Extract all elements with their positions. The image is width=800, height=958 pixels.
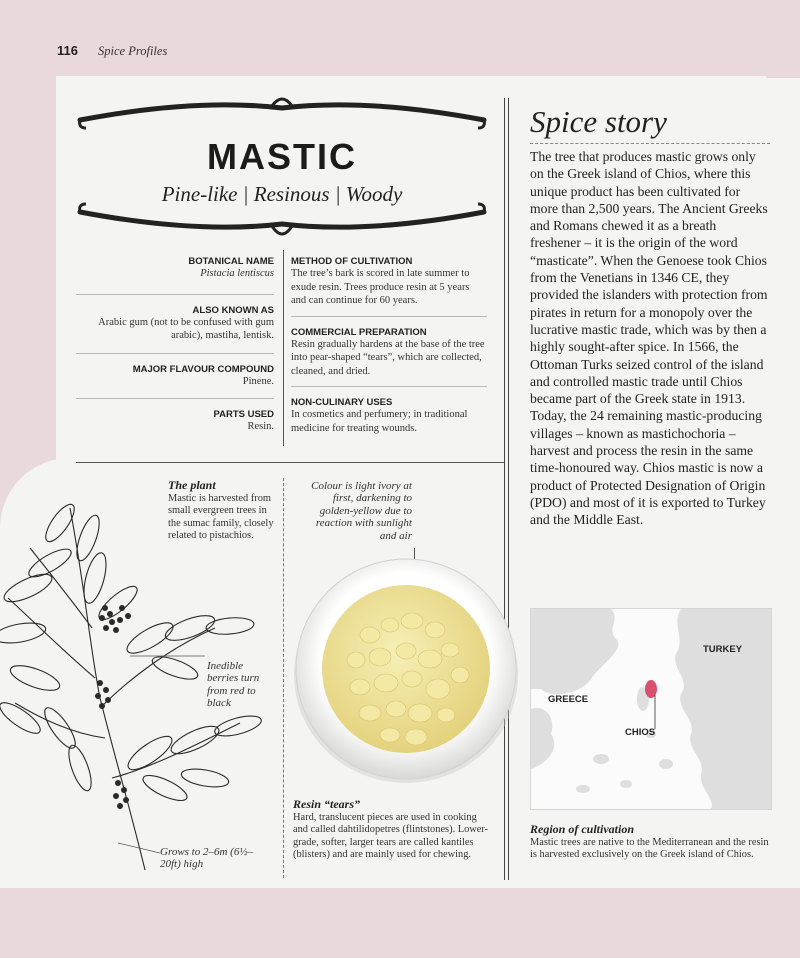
region-caption-title: Region of cultivation: [530, 822, 635, 836]
section-title: Spice Profiles: [98, 44, 168, 58]
region-caption: [530, 822, 770, 862]
fact-divider: [291, 386, 487, 387]
fact-text-flavour-compound: Pinene.: [242, 375, 274, 387]
flavour-tagline: Pine-like | Resinous | Woody: [161, 182, 403, 206]
resin-caption-title: Resin “tears”: [293, 797, 361, 811]
facts-left-column: [76, 256, 274, 434]
fact-label-botanical-name: BOTANICAL NAME: [188, 256, 274, 267]
fact-divider: [76, 294, 274, 295]
facts-bottom-divider: [76, 462, 504, 463]
fact-text-non-culinary: In cosmetics and perfumery; in traditional medicine for treating wounds.: [291, 409, 468, 434]
colour-caption: Colour is light ivory at first, darkening to golden-yellow due to reaction with sunlight and air: [311, 480, 412, 542]
fact-label-cultivation: METHOD OF CULTIVATION: [291, 256, 413, 267]
spice-title: MASTIC: [207, 136, 357, 177]
plant-caption-text: Mastic is harvested from small evergreen trees in the sumac family, closely related to pistachios.: [168, 493, 274, 542]
grows-caption: Grows to 2–6m (6½–20ft) high: [160, 846, 254, 871]
plant-caption: [168, 478, 278, 543]
resin-caption-text: Hard, translucent pieces are used in cooking and called dahtilidopetres (flintstones). Lower-grade, softer, larger tears are called kantiles (blisters) and are mainly used for chewing.: [293, 812, 489, 861]
fact-label-non-culinary: NON-CULINARY USES: [291, 397, 393, 408]
map-label-turkey: TURKEY: [703, 644, 743, 655]
fact-text-cultivation: The tree’s bark is scored in late summer to exude resin. Trees produce resin at 5 years and can continue for 60 years.: [291, 268, 470, 306]
fact-divider: [76, 398, 274, 399]
resin-caption: [293, 797, 493, 862]
page-number: 116: [57, 43, 78, 58]
story-title: Spice story: [530, 104, 667, 139]
resin-bowl-photo: [290, 555, 522, 787]
plant-caption-title: The plant: [168, 478, 216, 492]
fact-label-parts-used: PARTS USED: [213, 409, 274, 420]
story-title-rule: [530, 143, 770, 144]
facts-column-divider: [283, 250, 284, 446]
fact-text-parts-used: Resin.: [247, 421, 274, 432]
region-map: [530, 608, 772, 810]
map-label-greece: GREECE: [548, 694, 589, 705]
story-body: The tree that produces mastic grows only on the Greek island of Chios, where this unique product has been cultivated for more than 2,500 years. The Ancient Greeks and Romans chewed it as a breath freshener – it is the origin of the word “masticate”. When the Genoese took Chios from the Venetians in 1346 CE, they provided the islanders with protection from pirates in return for a monopoly over the lucrative mastic trade, which was by then a highly sought-after spice. In 1566, the Ottoman Turks seized control of the island and controlled mastic trade until Chios became part of the Greek state in 1913. Today, the 24 remaining mastic-producing villages – known as mastichochoria – harvest and process the resin in the same time-honoured way. Chios mastic is now a product of Protected Designation of Origin (PDO) and most of it is exported to Turkey and the Middle East.: [530, 149, 768, 528]
region-caption-text: Mastic trees are native to the Mediterranean and the resin is harvested exclusively on the Greek island of Chios.: [530, 837, 769, 861]
fact-divider: [76, 353, 274, 354]
berries-caption: Inedible berries turn from red to black: [207, 660, 260, 710]
facts-right-column: [291, 256, 487, 435]
fact-label-preparation: COMMERCIAL PREPARATION: [291, 326, 427, 338]
fact-label-flavour-compound: MAJOR FLAVOUR COMPOUND: [132, 363, 274, 375]
fact-text-also-known-as: Arabic gum (not to be confused with gum arabic), mastiha, lentisk.: [98, 316, 274, 341]
fact-label-also-known-as: ALSO KNOWN AS: [192, 304, 274, 316]
map-label-chios: CHIOS: [625, 727, 656, 738]
fact-text-botanical-name: Pistacia lentiscus: [200, 268, 274, 279]
fact-divider: [291, 316, 487, 317]
fact-text-preparation: Resin gradually hardens at the base of the tree into pear-shaped “tears”, which are collected, cleaned, and dried.: [291, 338, 485, 377]
caption-dashed-divider: [283, 478, 284, 878]
